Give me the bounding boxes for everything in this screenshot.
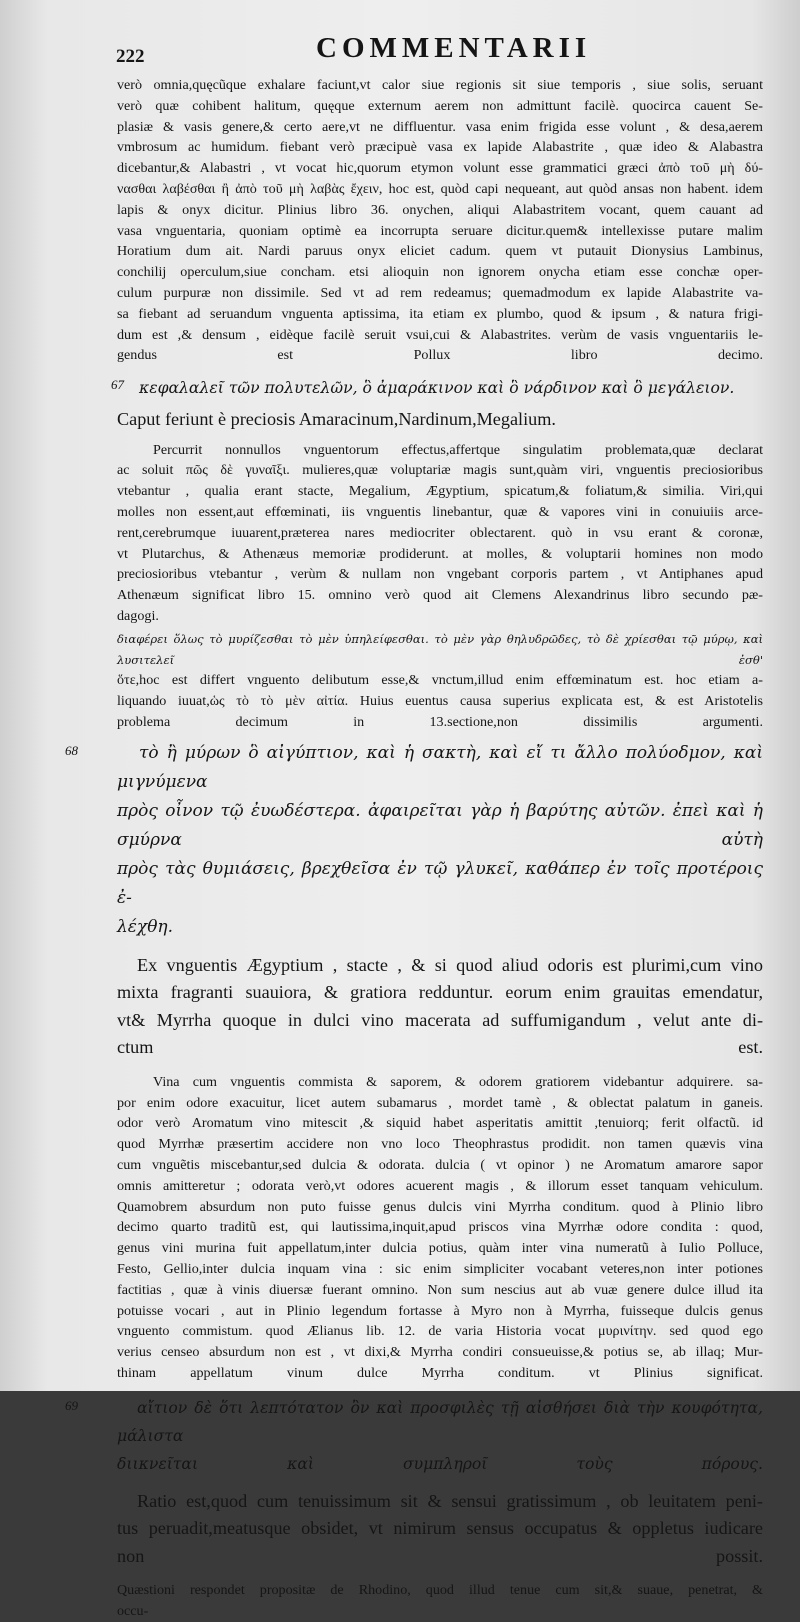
- text-line: molles non essent,aut effœminati, iis vnguentis linebantur, quæ & vapores vini in conuiuiis arce-: [117, 504, 763, 521]
- text-line: vnguento commistum. quod Ælianus lib. 12. de varia Historia vocat μυρινίτην. sed quod ego: [117, 1323, 763, 1340]
- text-line: Ratio est,quod cum tenuissimum sit & sensui gratissimum , ob leuitatem peni-: [137, 1490, 763, 1511]
- text-line: verò omnia,quęcũque exhalare faciunt,vt calor siue regionis sit siue temporis , siue solis, seruant: [117, 77, 763, 93]
- greek-citation-clemens: διαφέρει ὅλως τὸ μυρίζεσθαι τὸ μὲν ὑπηλείφεσθαι. τὸ μὲν γὰρ θηλυδρῶδες, τὸ δὲ χρίεσθαι τῷ μύρῳ, καὶ λυσιτελεῖ ἐσθ': [117, 631, 763, 667]
- text-line: vt& Myrrha quoque in dulci vino macerata ad suffumigandum , velut ante di-: [117, 1009, 763, 1030]
- text-line: Quamobrem absurdum non puto fuisse genus dulcis vini Myrrha conditum. quod à Plinio libro: [117, 1198, 763, 1215]
- latin-lemma-3: [117, 1488, 763, 1571]
- text-line: ctum est.: [117, 1037, 763, 1058]
- text-line: verò quæ cohibent halitum, quęque externum aerem non admittunt facilè. quocirca cauent Se-: [117, 97, 763, 114]
- text-line: vasa vnguentaria, quoniam optimè ea incorrupta seruare dicitur.quem& intellexisse putare malim: [117, 222, 763, 239]
- text-line: non possit.: [117, 1545, 763, 1566]
- greek-quote-text: κεφαλαλεῖ τῶν πολυτελῶν, ὃ ἀμαράκινον καὶ ὃ νάρδινον καὶ ὃ μεγάλειον.: [139, 379, 735, 398]
- running-title: COMMENTARII: [316, 32, 592, 64]
- text-line: vmbrosum ac humidum. fiebant verò præcipuè vasa ex lapide Alabastrite , quæ ideo & Alabastra: [117, 139, 763, 156]
- text-line: αἴτιον δὲ ὅτι λεπτότατον ὂν καὶ προσφιλὲς τῇ αἰσθήσει διὰ τὴν κουφότητα, μάλιστα: [117, 1398, 763, 1445]
- text-line: Ex vnguentis Ægyptium , stacte , & si quod aliud odoris est plurimi,cum vino: [137, 954, 763, 975]
- page-body: [65, 75, 763, 1622]
- latin-lemma-1: Caput feriunt è preciosis Amaracinum,Nardinum,Megalium.: [117, 409, 556, 430]
- text-line: Athenæum significat libro 15. omnino verò quod ait Clemens Alexandrinus libro secundo pæ-: [117, 587, 763, 604]
- text-line: thinam appellatum vinum dulce Myrrha conditum. vt Plinius significat.: [117, 1364, 763, 1381]
- text-line: Percurrit nonnullos vnguentorum effectus,affertque singulatim problemata,quæ declarat: [153, 441, 763, 458]
- marginal-number: 69: [65, 1397, 78, 1413]
- text-line: verius censeo absurdum non est , vt dixi,& Myrrha condiri consueuisse,& potius se, ab illaq; Mur-: [117, 1344, 763, 1361]
- text-line: culum purpuræ non dissimile. Sed vt ad rem redeamus; quemadmodum ex lapide Alabastrite va-: [117, 284, 763, 301]
- text-line: factitias , quæ à vinis diuersæ fuerant omnino. Non sum nescius aut ab vuæ genere dulce illud ita: [117, 1281, 763, 1298]
- greek-quote-67: [111, 375, 763, 402]
- text-line: sa fiebant ad seruandum vnguenta aptissima, ita etiam ex plumbo, quod & ipsum , & natura frigi-: [117, 305, 763, 322]
- commentary-paragraph-5: [117, 1580, 763, 1622]
- text-line: Quæstioni respondet propositæ de Rhodino, quod illud tenue cum sit,& suaue, penetrat, &: [117, 1582, 763, 1599]
- text-line: potuisse vocari , aut in Plinio legendum fortasse à Myro non à Myrrha, fuisseque dulcis genus: [117, 1302, 763, 1319]
- text-line: λέχθη.: [117, 916, 174, 937]
- text-line: πρὸς οἶνον τῷ ἐυωδέστερα. ἀφαιρεῖται γὰρ ἡ βαρύτης αὐτῶν. ἐπεὶ καὶ ἡ σμύρνα αὐτὴ: [117, 800, 763, 850]
- text-line: tus peruadit,meatusque obsidet, vt nimirum sensus occupatus & oppletus iudicare: [117, 1518, 763, 1539]
- text-line: gendus est Pollux libro decimo.: [117, 347, 763, 364]
- text-line: genus vini murina fuit appellatum,inter dulcia potius, quàm inter vina numeratũ à Iulio Polluce,: [117, 1240, 763, 1257]
- greek-quote-text: [117, 739, 763, 942]
- text-line: ὅτε,hoc est differt vnguento delibutum esse,& vnctum,illud enim effœminatum est. hoc etiam a-: [117, 672, 763, 689]
- text-line: problema decimum in 13.sectione,non dissimilis argumenti.: [117, 714, 763, 731]
- text-line: Festo, Gellio,inter dulcia inquam vina : sic enim simpliciter vocabant veteres,non inter potiones: [117, 1260, 763, 1277]
- commentary-paragraph-3: [117, 670, 763, 732]
- commentary-paragraph-4: [117, 1072, 763, 1384]
- text-line: νασθαι λαβέσθαι ἢ ἀπὸ τοῦ μὴ λαβὰς ἔχειν, hoc est, quòd capi nequeant, aut quòd ansas non habent. idem: [117, 180, 763, 197]
- text-line: por enim odore exacuitur, licet autem subamarus , mordet tamè , & oblectat palatum in ganeis.: [117, 1094, 763, 1111]
- text-line: Vina cum vnguentis commista & saporem, & odorem gratiorem videbantur adquirere. sa-: [153, 1073, 763, 1090]
- text-line: preciosioribus vtebantur , verùm & nullam non vngebant corporis partem , vt Antiphanes apud: [117, 566, 763, 583]
- text-line: quod Myrrhæ præsertim accidere non vno loco Theophrastus prodidit. non tamen quævis vina: [117, 1136, 763, 1153]
- page-number: 222: [116, 46, 145, 67]
- text-line: lapis & onyx dicitur. Plinius libro 36. onychen, aliqui Alabastritem vocant, quem cauant ad: [117, 201, 763, 218]
- text-line: odor verò Aromatum vino mitescit ,& siquid habet asperitatis amittit ,tenuiorq; ferit olfactũ. id: [117, 1115, 763, 1132]
- text-line: liquando iuuat,ὡς τὸ τὸ μὲν αἰτία. Huius euentus causa superius explicata est, & est Aristotelis: [117, 693, 763, 710]
- greek-quote-text: [117, 1394, 763, 1478]
- text-line: mixta fragranti suauiora, & gratiora redduntur. eorum enim grauitas emendatur,: [117, 982, 763, 1003]
- text-line: διικνεῖται καὶ συμπληροῖ τοὺς πόρους.: [117, 1454, 763, 1473]
- text-line: τὸ ἢ μύρων ὃ αἰγύπτιον, καὶ ἡ σακτὴ, καὶ εἴ τι ἄλλο πολύοδμον, καὶ μιγνύμενα: [117, 742, 763, 792]
- text-line: omnis amitteretur ; odorata verò,vt odores acuerent magis , & illorum esset tanquam vehiculum.: [117, 1177, 763, 1194]
- text-line: plasiæ & vasis genere,& certo aere,vt ne diffluentur. vasa enim frigida esse volunt , & desa,aerem: [117, 118, 763, 135]
- greek-quote-69: [65, 1394, 763, 1478]
- text-line: dum est ,& densum , eidèque facilè seruit vsui,cui & Alabastrites. verùm de vasis vnguentariis le-: [117, 326, 763, 343]
- text-line: dagogi.: [117, 608, 159, 625]
- commentary-paragraph-1: [117, 75, 763, 366]
- text-line: πρὸς τὰς θυμιάσεις, βρεχθεῖσα ἐν τῷ γλυκεῖ, καθάπερ ἐν τοῖς προτέροις ἐ-: [117, 858, 763, 908]
- text-line: decimo quarto traditũ est, qui lautissima,inquit,apud priscos vina Myrrhæ odore condita : quod,: [117, 1219, 763, 1236]
- catchword: occu-: [117, 1603, 149, 1620]
- text-line: ac soluit πῶς δὲ γυναῖξι. mulieres,quæ voluptariæ magis sunt,quàm viri, vnguentis preciosioribus: [117, 462, 763, 479]
- text-line: vtebantur , qualia erant stacte, Megalium, Ægyptium, spicatum,& foliatum,& similia. Viri,qui: [117, 483, 763, 500]
- text-line: Horatium dum ait. Nardi paruus onyx eliciet cadum. quem vt putauit Dionysius Lambinus,: [117, 243, 763, 260]
- marginal-number: 67: [111, 377, 124, 393]
- latin-lemma-2: [117, 952, 763, 1062]
- text-line: rent,cerebrumque iuuarent,præterea nares mediocriter oblectarent. quò in vsu erant & coronæ,: [117, 524, 763, 541]
- text-line: dicebantur,& Alabastri , vt vocat hic,quorum etymon volunt esse grammatici græci ἀπὸ τοῦ μὴ δύ-: [117, 160, 763, 177]
- text-line: conchilij operculum,siue concham. etsi alioquin non ignorem onycha etiam esse conchæ oper-: [117, 264, 763, 281]
- page-header: [0, 24, 800, 67]
- text-line: cum vnguẽtis miscebantur,sed dulcia & odorata. dulcia ( vt opinor ) ne Aromatum amarore sapor: [117, 1157, 763, 1173]
- text-line: vt Plutarchus, & Athenæus memoriæ prodiderunt. at molles, & voluptarii homines non modo: [117, 545, 763, 562]
- marginal-number: 68: [65, 742, 78, 758]
- commentary-paragraph-2: [117, 440, 763, 627]
- greek-quote-68: [65, 739, 763, 942]
